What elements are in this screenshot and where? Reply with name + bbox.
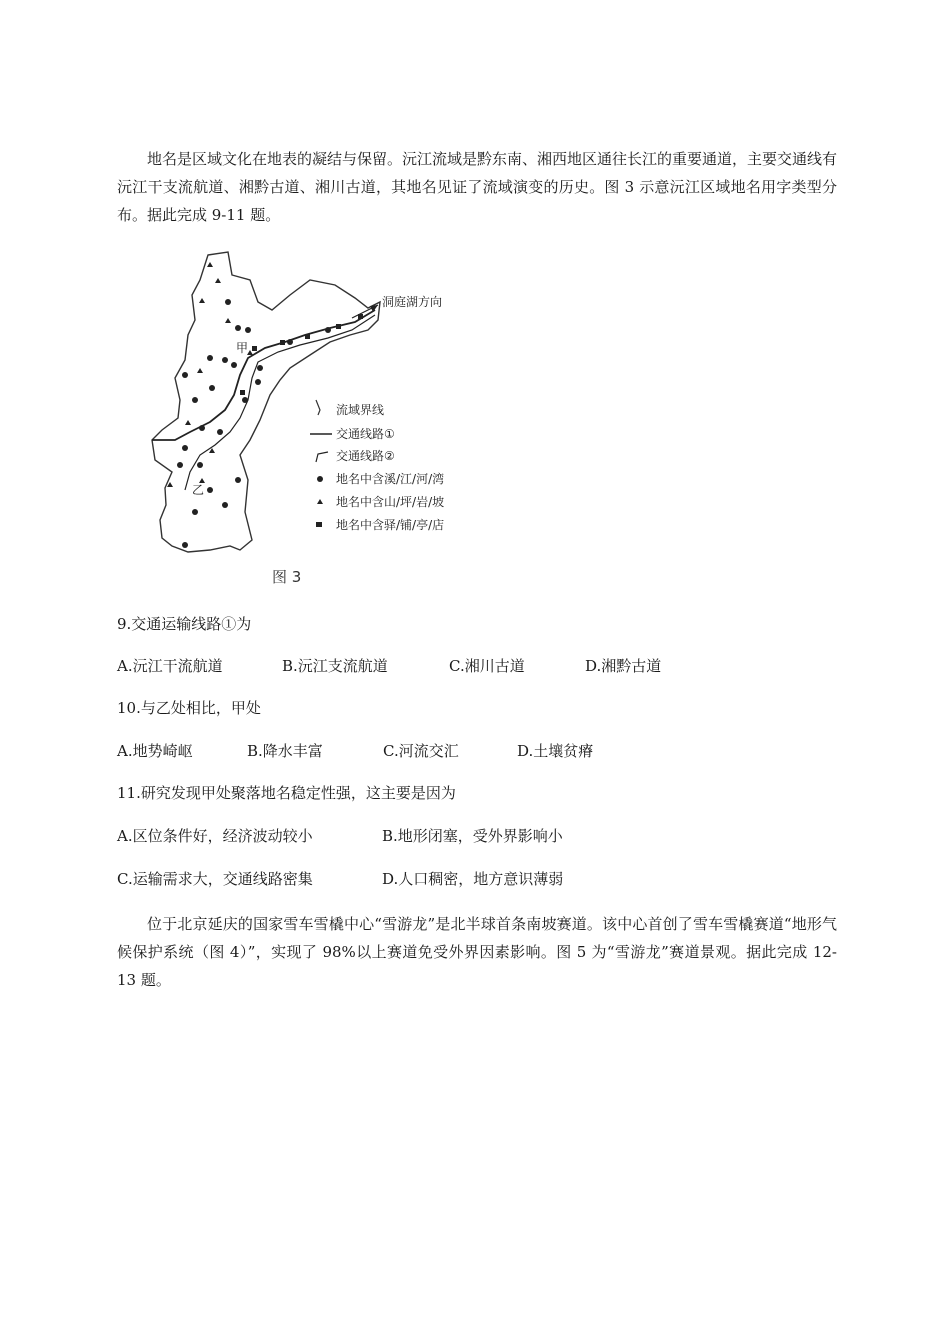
square — [252, 346, 257, 351]
question-9-stem: 9.交通运输线路①为 — [117, 615, 252, 633]
dot — [287, 339, 293, 345]
triangle — [225, 318, 231, 323]
dot — [207, 487, 213, 493]
legend-dot-label: 地名中含溪/江/河/湾 — [336, 472, 445, 486]
question-11-options-row-1 — [117, 825, 837, 847]
q9-option-b: B.沅江支流航道 — [282, 657, 388, 675]
dot — [325, 327, 331, 333]
q11-option-d: D.人口稠密，地方意识薄弱 — [382, 870, 564, 888]
legend-dot-swatch — [317, 476, 323, 482]
label-jia: 甲 — [236, 341, 249, 355]
figure-3-map — [140, 250, 485, 590]
dot — [197, 462, 203, 468]
dot — [199, 425, 205, 431]
dot — [192, 509, 198, 515]
q9-option-c: C.湘川古道 — [449, 657, 525, 675]
q9-option-d: D.湘黔古道 — [585, 657, 662, 675]
legend-route1-label: 交通线路① — [336, 427, 395, 441]
q10-option-d: D.土壤贫瘠 — [517, 742, 594, 760]
legend — [310, 400, 444, 532]
q11-option-b: B.地形闭塞，受外界影响小 — [382, 827, 563, 845]
legend-route2-swatch — [316, 452, 328, 462]
legend-route2-label: 交通线路② — [336, 449, 395, 463]
triangle — [215, 278, 221, 283]
q10-option-c: C.河流交汇 — [383, 742, 459, 760]
dot — [255, 379, 261, 385]
map-svg — [140, 250, 485, 590]
square — [305, 334, 310, 339]
q10-option-a: A.地势崎岖 — [117, 742, 193, 760]
question-10-stem: 10.与乙处相比，甲处 — [117, 699, 261, 717]
figure-caption: 图 3 — [272, 568, 302, 586]
triangle — [185, 420, 191, 425]
legend-square-swatch — [316, 522, 322, 527]
question-9-options — [117, 655, 837, 677]
square — [280, 340, 285, 345]
q9-option-a: A.沅江干流航道 — [117, 657, 223, 675]
dot — [182, 445, 188, 451]
dot — [235, 477, 241, 483]
intro-paragraph-1: 地名是区域文化在地表的凝结与保留。沅江流域是黔东南、湘西地区通往长江的重要通道，主要交通线有沅江干支流航道、湘黔古道、湘川古道，其地名见证了流域演变的历史。图 3 示意沅江区域地名用字类型分布。据此完成 9-11 题。 — [117, 150, 838, 224]
dot — [225, 299, 231, 305]
square — [240, 390, 245, 395]
dot — [177, 462, 183, 468]
dot — [182, 372, 188, 378]
triangle — [207, 262, 213, 267]
dot — [245, 327, 251, 333]
question-10-options — [117, 740, 837, 762]
dot — [209, 385, 215, 391]
direction-label: 洞庭湖方向 — [382, 295, 443, 309]
question-11-options-row-2 — [117, 868, 837, 890]
dot — [231, 362, 237, 368]
label-yi: 乙 — [192, 483, 205, 497]
square — [358, 314, 363, 319]
legend-triangle-label: 地名中含山/坪/岩/坡 — [336, 495, 445, 509]
dot — [217, 429, 223, 435]
dot — [222, 502, 228, 508]
dot — [207, 355, 213, 361]
dot — [235, 325, 241, 331]
legend-triangle-swatch — [317, 499, 323, 504]
question-11-stem: 11.研究发现甲处聚落地名稳定性强，这主要是因为 — [117, 784, 456, 802]
q10-option-b: B.降水丰富 — [247, 742, 323, 760]
legend-boundary-swatch — [316, 400, 320, 415]
legend-boundary-label: 流域界线 — [336, 403, 385, 417]
q11-option-c: C.运输需求大，交通线路密集 — [117, 870, 313, 888]
dot — [257, 365, 263, 371]
square — [336, 324, 341, 329]
dot — [222, 357, 228, 363]
dot — [182, 542, 188, 548]
q11-option-a: A.区位条件好，经济波动较小 — [117, 827, 313, 845]
triangle — [197, 368, 203, 373]
dot — [192, 397, 198, 403]
intro-paragraph-2: 位于北京延庆的国家雪车雪橇中心“雪游龙”是北半球首条南坡赛道。该中心首创了雪车雪橇赛道“地形气候保护系统（图 4）”，实现了 98%以上赛道免受外界因素影响。图 5 为“雪游龙”赛道景观。据此完成 12-13 题。 — [117, 915, 837, 989]
triangle — [199, 298, 205, 303]
dot — [242, 397, 248, 403]
legend-square-label: 地名中含驿/铺/亭/店 — [336, 518, 445, 532]
